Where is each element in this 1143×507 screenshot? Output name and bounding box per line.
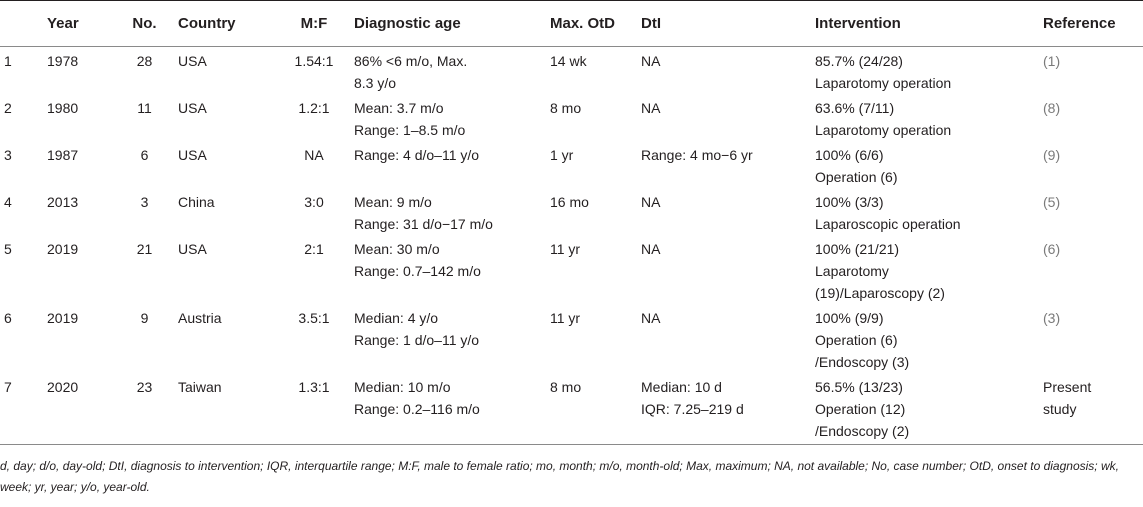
reference-cell-line: (3) [1043,310,1061,326]
country-cell: USA [178,147,207,163]
ratio-cell: 1.3:1 [278,373,350,445]
reference-cell-line: (9) [1043,147,1061,163]
dti-cell [637,235,811,304]
column-header: Country [174,1,278,47]
max-otd-cell: 11 yr [550,241,581,257]
column-header: Max. OtD [546,1,637,47]
diagnostic-age-cell-line: Range: 0.7–142 m/o [354,263,481,279]
country-cell: USA [178,53,207,69]
max-otd-cell: 11 yr [550,310,581,326]
dti-cell-line: NA [641,241,661,257]
intervention-cell-line: 56.5% (13/23) [815,379,903,395]
intervention-cell-line: Laparotomy operation [815,122,952,138]
diagnostic-age-cell-line: Range: 1–8.5 m/o [354,122,466,138]
dti-cell-line: NA [641,100,661,116]
row-index: 4 [4,194,12,210]
reference-cell-line: (6) [1043,241,1061,257]
column-header: DtI [637,1,811,47]
table-row [0,373,1143,445]
column-header [0,1,43,47]
reference-cell-line: (1) [1043,53,1061,69]
diagnostic-age-cell [350,235,546,304]
reference-cell [1039,141,1143,188]
intervention-cell-line: Operation (6) [815,332,898,348]
row-index: 7 [0,373,43,445]
dti-cell-line: NA [641,53,661,69]
table-body [0,47,1143,445]
number-cell: 6 [140,147,149,163]
reference-cell [1039,94,1143,141]
column-header: Diagnostic age [350,1,546,47]
year-cell: 2020 [43,373,115,445]
dti-cell [637,304,811,373]
intervention-cell-line: 100% (21/21) [815,241,900,257]
dti-cell-line: NA [641,310,661,326]
intervention-cell-line: Operation (6) [815,169,898,185]
table-footnote: d, day; d/o, day-old; DtI, diagnosis to intervention; IQR, interquartile range; M:F, male to female ratio; mo, month; m/o, month-old; Max, maximum; NA, not available; No, case number; OtD, onset to diagnosis; wk, week; yr, year; y/o, year-old. [0,459,1119,494]
column-header: No. [115,1,174,47]
country-cell: China [178,194,215,210]
column-header: Year [43,1,115,47]
intervention-cell-line: 100% (6/6) [815,147,884,163]
diagnostic-age-cell-line: Median: 4 y/o [354,310,439,326]
max-otd-cell: 8 mo [546,373,637,445]
intervention-cell-line: 100% (9/9) [815,310,884,326]
reference-cell-line: (5) [1043,194,1061,210]
year-cell: 2019 [47,310,79,326]
intervention-cell-line: Laparotomy operation [815,75,952,91]
diagnostic-age-cell-line: Median: 10 m/o [354,379,451,395]
reference-cell-line: Present [1043,379,1092,395]
year-cell: 2013 [47,194,79,210]
ratio-cell: 3:0 [304,194,324,210]
country-cell: Taiwan [174,373,278,445]
dti-cell-line: Range: 4 mo−6 yr [641,147,753,163]
diagnostic-age-cell [350,141,546,188]
dti-cell [637,373,811,445]
reference-cell-line: study [1043,401,1077,417]
max-otd-cell: 1 yr [550,147,574,163]
intervention-cell [811,235,1039,304]
intervention-cell-line: 100% (3/3) [815,194,884,210]
intervention-cell [811,188,1039,235]
reference-cell [1039,235,1143,304]
dti-cell-line: Median: 10 d [641,379,722,395]
table-row [0,141,1143,188]
ratio-cell: 1.2:1 [298,100,330,116]
diagnostic-age-cell [350,188,546,235]
intervention-cell [811,94,1039,141]
ratio-cell: NA [304,147,324,163]
number-cell: 3 [140,194,149,210]
diagnostic-age-cell-line: Range: 0.2–116 m/o [354,401,480,417]
number-cell: 11 [137,100,152,116]
ratio-cell: 1.54:1 [294,53,334,69]
header-row [0,1,1143,47]
diagnostic-age-cell [350,47,546,95]
table-row [0,94,1143,141]
diagnostic-age-cell [350,304,546,373]
reference-cell [1039,304,1143,373]
table-row [0,304,1143,373]
diagnostic-age-cell-line: 86% <6 m/o, Max. [354,53,468,69]
year-cell: 2019 [47,241,79,257]
intervention-cell-line: /Endoscopy (3) [815,354,910,370]
column-header: Intervention [811,1,1039,47]
row-index: 5 [4,241,12,257]
max-otd-cell: 8 mo [550,100,582,116]
intervention-cell-line: /Endoscopy (2) [815,423,910,439]
diagnostic-age-cell [350,94,546,141]
max-otd-cell: 14 wk [550,53,587,69]
dti-cell-line: IQR: 7.25–219 d [641,401,744,417]
row-index: 1 [4,53,12,69]
number-cell: 21 [136,241,153,257]
row-index: 2 [4,100,12,116]
country-cell: USA [178,241,207,257]
intervention-cell-line: Operation (12) [815,401,906,417]
diagnostic-age-cell-line: Range: 4 d/o–11 y/o [354,147,480,163]
intervention-cell [811,47,1039,95]
table-row [0,235,1143,304]
table-row [0,188,1143,235]
reference-cell-line: (8) [1043,100,1061,116]
reference-cell [1039,188,1143,235]
reference-cell [1039,373,1143,445]
year-cell: 1987 [47,147,79,163]
ratio-cell: 2:1 [304,241,324,257]
country-cell: Austria [178,310,222,326]
number-cell: 9 [140,310,149,326]
intervention-cell-line: 63.6% (7/11) [815,100,895,116]
intervention-cell [811,373,1039,445]
column-header: M:F [278,1,350,47]
diagnostic-age-cell-line: 8.3 y/o [354,75,397,91]
row-index: 3 [4,147,12,163]
diagnostic-age-cell-line: Mean: 9 m/o [354,194,432,210]
number-cell: 23 [115,373,174,445]
column-header: Reference [1039,1,1143,47]
country-cell: USA [178,100,207,116]
max-otd-cell: 16 mo [550,194,589,210]
intervention-cell-line: Laparoscopic operation [815,216,961,232]
diagnostic-age-cell-line: Range: 1 d/o–11 y/o [354,332,480,348]
dti-cell-line: NA [641,194,661,210]
dti-cell [637,141,811,188]
diagnostic-age-cell-line: Mean: 3.7 m/o [354,100,444,116]
diagnostic-age-cell-line: Mean: 30 m/o [354,241,440,257]
intervention-cell-line: Laparotomy [815,263,889,279]
dti-cell [637,94,811,141]
intervention-cell-line: (19)/Laparoscopy (2) [815,285,945,301]
reference-cell [1039,47,1143,95]
diagnostic-age-cell-line: Range: 31 d/o−17 m/o [354,216,493,232]
table-row [0,47,1143,95]
intervention-cell [811,141,1039,188]
intervention-cell [811,304,1039,373]
year-cell: 1978 [47,53,79,69]
diagnostic-age-cell [350,373,546,445]
row-index: 6 [4,310,12,326]
dti-cell [637,47,811,95]
year-cell: 1980 [47,100,79,116]
intervention-cell-line: 85.7% (24/28) [815,53,903,69]
number-cell: 28 [136,53,153,69]
dti-cell [637,188,811,235]
ratio-cell: 3.5:1 [298,310,330,326]
